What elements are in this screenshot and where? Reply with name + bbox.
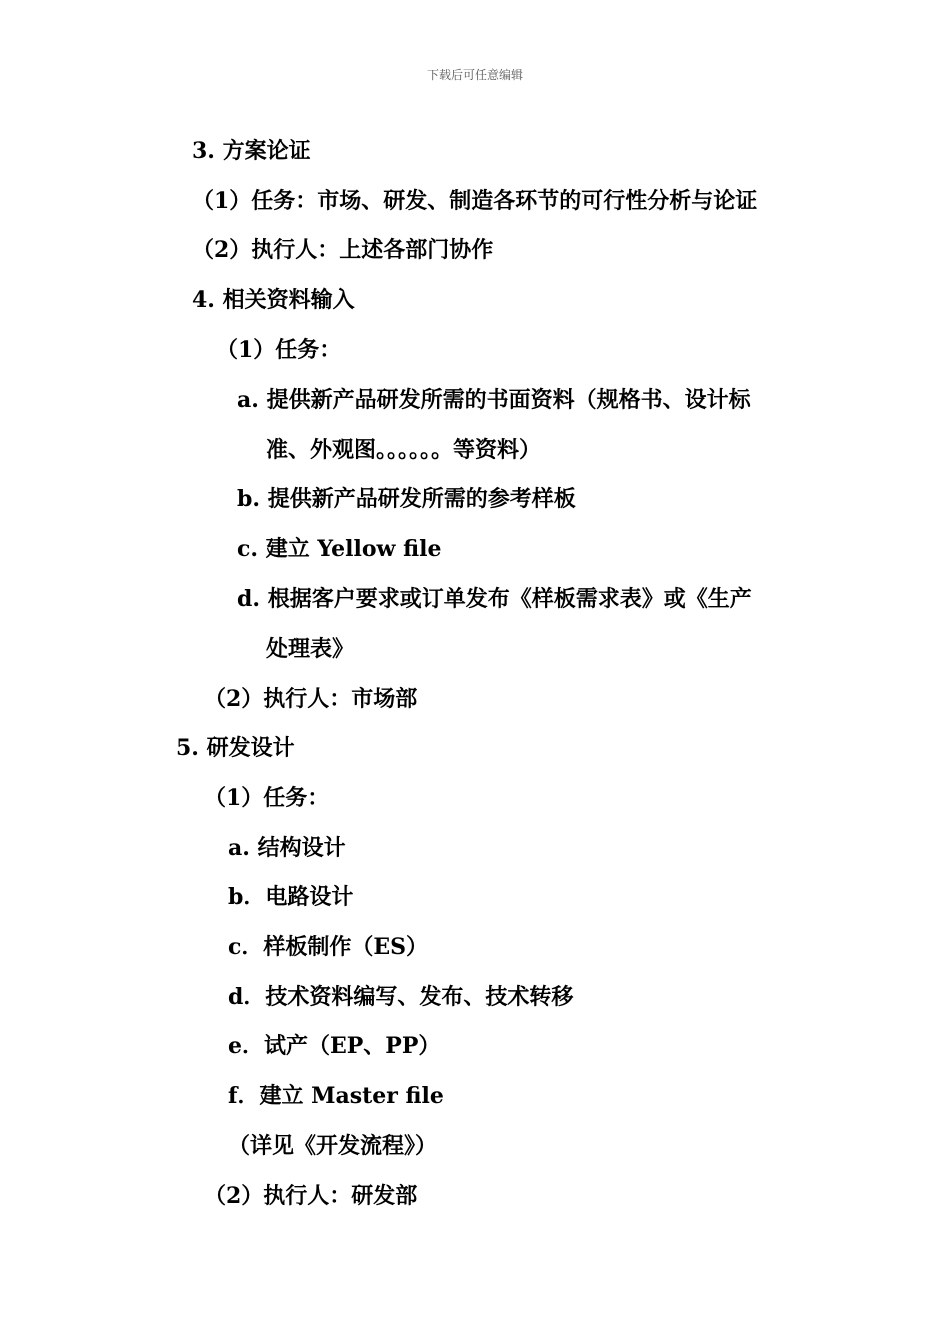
section-5-item-b: b．电路设计	[228, 884, 354, 910]
section-5-item-e: e．试产（EP、PP）	[228, 1033, 441, 1059]
section-5-executor: （2）执行人：研发部	[204, 1183, 418, 1209]
section-4-executor: （2）执行人：市场部	[204, 686, 418, 712]
section-5-item-d: d．技术资料编写、发布、技术转移	[228, 984, 574, 1010]
section-3-task: （1）任务：市场、研发、制造各环节的可行性分析与论证	[192, 188, 758, 214]
section-4-task-label: （1）任务：	[216, 337, 342, 363]
page-header: 下载后可任意编辑	[426, 68, 523, 82]
section-4-heading: 4. 相关资料输入	[192, 287, 355, 313]
section-5-item-c: c．样板制作（ES）	[228, 934, 429, 960]
section-4-item-d-continued: 处理表》	[266, 636, 355, 662]
section-5-task-label: （1）任务：	[204, 785, 330, 811]
section-4-item-b: b. 提供新产品研发所需的参考样板	[237, 486, 576, 512]
section-3-executor: （2）执行人：上述各部门协作	[192, 237, 494, 263]
section-4-item-d: d. 根据客户要求或订单发布《样板需求表》或《生产	[237, 586, 752, 612]
section-5-heading: 5. 研发设计	[176, 735, 295, 761]
section-5-item-f: f．建立 Master file	[228, 1083, 444, 1109]
section-5-reference-note: （详见《开发流程》）	[228, 1133, 438, 1159]
section-4-item-a-continued: 准、外观图。。。。。。等资料）	[266, 437, 542, 463]
section-5-item-a: a. 结构设计	[228, 835, 346, 861]
section-3-heading: 3. 方案论证	[192, 138, 311, 164]
section-4-item-a: a. 提供新产品研发所需的书面资料（规格书、设计标	[237, 387, 751, 413]
section-4-item-c: c. 建立 Yellow file	[237, 536, 442, 562]
